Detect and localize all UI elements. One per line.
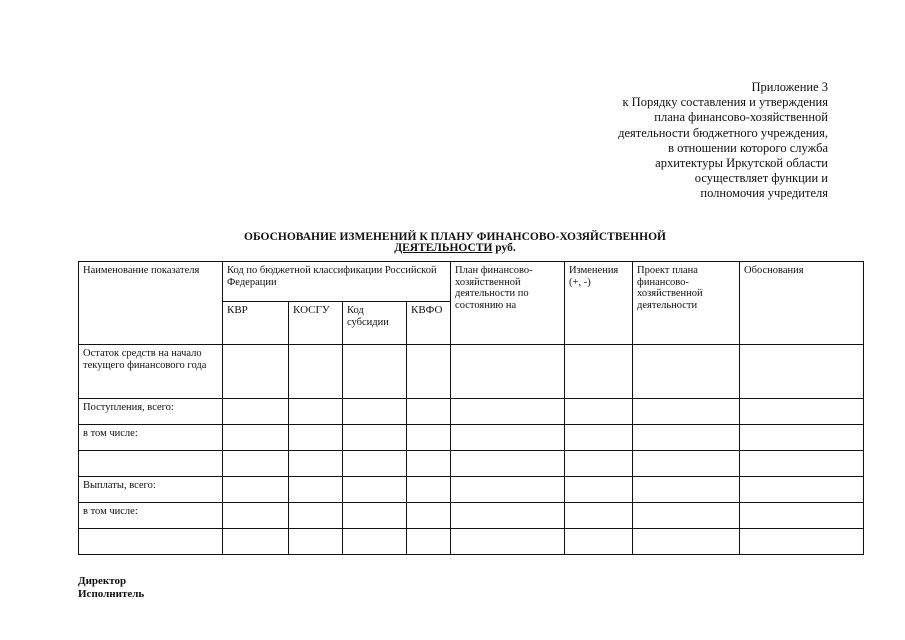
header-plan-as-of: План финансово-хозяйственной деятельности по состоянию на	[451, 262, 565, 345]
appendix-line: Приложение 3	[751, 80, 828, 94]
header-justification: Обоснования	[740, 262, 864, 345]
row-label: Остаток средств на начало текущего финансового года	[79, 345, 223, 399]
signature-block	[78, 575, 144, 600]
appendix-line: осуществляет функции и	[694, 171, 828, 186]
appendix-block	[528, 80, 828, 202]
table-header-row	[79, 262, 864, 302]
title-line-2	[200, 243, 710, 254]
row-label: в том числе:	[79, 425, 223, 451]
appendix-line: плана финансово-хозяйственной	[654, 110, 828, 125]
appendix-line: деятельности бюджетного учреждения,	[618, 125, 828, 140]
header-budget-code: Код по бюджетной классификации Российской Федерации	[223, 262, 451, 302]
table-row	[79, 529, 864, 555]
row-label: Поступления, всего:	[79, 399, 223, 425]
row-label	[79, 451, 223, 477]
title-line-1: ОБОСНОВАНИЕ ИЗМЕНЕНИЙ К ПЛАНУ ФИНАНСОВО-ХОЗЯЙСТВЕННОЙ	[244, 231, 666, 243]
header-plan-draft: Проект плана финансово-хозяйственной деятельности	[633, 262, 740, 345]
justification-table	[78, 261, 864, 555]
table-row	[79, 503, 864, 529]
row-label: Выплаты, всего:	[79, 477, 223, 503]
director-label: Директор	[78, 575, 127, 587]
table-row	[79, 451, 864, 477]
row-label: в том числе:	[79, 503, 223, 529]
header-kosgu: КОСГУ	[289, 302, 343, 345]
table-row	[79, 345, 864, 399]
row-label	[79, 529, 223, 555]
document-title	[200, 232, 710, 254]
table-row	[79, 477, 864, 503]
appendix-line: полномочия учредителя	[700, 186, 828, 201]
appendix-line: к Порядку составления и утверждения	[622, 95, 828, 110]
title-unit: руб.	[495, 242, 516, 254]
title-line-2-main: ДЕЯТЕЛЬНОСТИ	[394, 242, 493, 254]
appendix-line: архитектуры Иркутской области	[655, 156, 828, 171]
header-kvr: КВР	[223, 302, 289, 345]
executor-label: Исполнитель	[78, 587, 145, 600]
header-kvfo: КВФО	[407, 302, 451, 345]
appendix-line: в отношении которого служба	[668, 140, 828, 155]
header-changes: Изменения (+, -)	[565, 262, 633, 345]
table-row	[79, 425, 864, 451]
table-row	[79, 399, 864, 425]
header-subsidy-code: Код субсидии	[343, 302, 407, 345]
header-indicator: Наименование показателя	[79, 262, 223, 345]
